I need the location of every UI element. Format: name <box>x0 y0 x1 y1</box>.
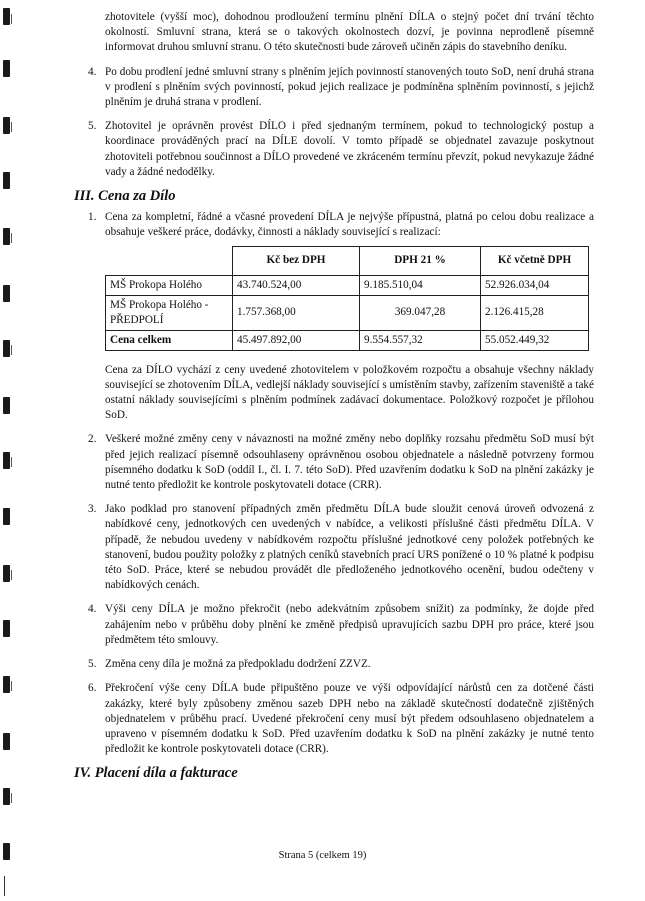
table-header-row <box>106 246 589 275</box>
cell-price-without-vat: 1.757.368,00 <box>233 295 360 330</box>
cell-price-with-vat: 52.926.034,04 <box>481 275 589 295</box>
price-note-paragraph: Cena za DÍLO vychází z ceny uvedené zhotovitelem v položkovém rozpočtu a obsahuje všechny náklady související se zhotovením DÍLA, vedlejší náklady související s umístěním stavby, zařízením staveniště a také ostatní náklady souvisejícími s plněním podmínek zadávací dokumentace. Položkový rozpočet je přílohou SoD. <box>105 363 594 422</box>
list-item <box>74 432 594 493</box>
column-header: DPH 21 % <box>360 246 481 275</box>
cell-vat: 369.047,28 <box>360 295 481 330</box>
item-text: Veškeré možné změny ceny v návaznosti na možné změny nebo doplňky rozsahu předmětu SoD musí být před jejich realizací písemně odsouhlaseny oprávněnou osobou objednatele a následně potvrzeny formou písemného dodatku k SoD (oddíl I., čl. I. 7. této SoD). Před uzavřením dodatku k SoD na plnění zakázky je nutné tento předložit ke kontrole poskytovateli dotace (CRR). <box>105 433 594 492</box>
item-number: 2. <box>88 433 97 446</box>
cell-price-with-vat: 2.126.415,28 <box>481 295 589 330</box>
list-item <box>74 65 594 111</box>
row-label: MŠ Prokopa Holého <box>106 275 233 295</box>
page-footer: Strana 5 (celkem 19) <box>278 850 367 861</box>
item-number: 1. <box>88 211 97 224</box>
list-item <box>74 681 594 757</box>
cell-price-with-vat: 55.052.449,32 <box>481 331 589 351</box>
item-text: Změna ceny díla je možná za předpokladu dodržení ZZVZ. <box>105 658 371 671</box>
row-label: MŠ Prokopa Holého - PŘEDPOLÍ <box>106 295 233 330</box>
item-text: Cena za kompletní, řádné a včasné provedení DÍLA je nejvýše přípustná, platná po celou dobu realizace a obsahuje veškeré práce, dodávky, činnosti a náklady související s realizací: <box>105 211 594 239</box>
item-number: 3. <box>88 503 97 516</box>
list-item <box>74 119 594 180</box>
item-text: Zhotovitel je oprávněn provést DÍLO i před sjednaným termínem, pokud to technologický postup a koordinace prováděných prací na DÍLE dovolí. V tomto případě se objednatel zavazuje poskytnout zhotoviteli potřebnou součinnost a DÍLO provedené ve zkráceném termínu převzít, pokud nevykazuje žádné vady a žádné nedodělky. <box>105 120 594 178</box>
binding-corner <box>4 876 11 896</box>
section-heading-price: III. Cena za Dílo <box>74 188 176 205</box>
column-header: Kč včetně DPH <box>481 246 589 275</box>
item-number: 4. <box>88 603 97 616</box>
table-row <box>106 275 589 295</box>
item-text: Výši ceny DÍLA je možno překročit (nebo adekvátním způsobem snížit) za podmínky, že dojde před zahájením nebo v průběhu doby plnění ke změně předpisů upravujících sazbu DPH pro práce, které jsou předmětem této smlouvy. <box>105 603 594 646</box>
cell-vat: 9.554.557,32 <box>360 331 481 351</box>
cell-vat: 9.185.510,04 <box>360 275 481 295</box>
item-number: 5. <box>88 120 97 133</box>
list-item <box>74 210 594 240</box>
cell-price-without-vat: 43.740.524,00 <box>233 275 360 295</box>
item-number: 6. <box>88 682 97 695</box>
list-item <box>74 502 594 593</box>
column-header: Kč bez DPH <box>233 246 360 275</box>
item-text: Po dobu prodlení jedné smluvní strany s plněním jejích povinností stanovených touto SoD, není druhá strana v prodlení s plněním svých povinností, pokud jejich realizace je podmíněna splněním povinností, s jejichž plněním je druhá strana v prodlení. <box>105 65 594 109</box>
list-item <box>74 657 594 672</box>
item-number: 4. <box>88 65 97 78</box>
cell-price-without-vat: 45.497.892,00 <box>233 331 360 351</box>
document-body <box>74 10 594 788</box>
item-text: Překročení výše ceny DÍLA bude připuštěno pouze ve výši odpovídající nárůstů cen za dotčené části zakázky, které byly způsobeny změnou sazeb DPH nebo na základě skutečností dodatečně zjištěných objednatelem v průběhu prací. Uvedené překročení ceny musí být předem odsouhlaseno objednatelem a upraveno v písemném dodatku k SoD. Před uzavřením dodatku k SoD na plnění zakázky je nutné tento předložit ke kontrole poskytovateli dotace (CRR). <box>105 682 594 756</box>
table-row <box>106 331 589 351</box>
table-row <box>106 295 589 330</box>
row-label: Cena celkem <box>106 331 233 351</box>
section-heading-payment: IV. Placení díla a fakturace <box>74 765 238 782</box>
intro-paragraph: zhotovitele (vyšší moc), dohodnou prodloužení termínu plnění DÍLA o stejný počet dní trvání těchto okolností. Smluvní strana, která se o takových okolnostech dozví, je povinna neprodleně písemně informovat druhou smluvní stranu. O této skutečnosti bude zároveň učiněn zápis do stavebního deníku. <box>105 11 594 54</box>
price-table <box>105 246 589 352</box>
list-item <box>74 602 594 648</box>
item-number: 5. <box>88 658 97 671</box>
spiral-binding-marks <box>0 0 14 901</box>
table-corner <box>106 246 233 275</box>
item-text: Jako podklad pro stanovení případných změn předmětu DÍLA bude sloužit cenová úroveň odvozená z nabídkové ceny, jednotkových cen uvedených v nabídce, a velikosti příslušné části předmětu DÍLA. V případě, že nebudou uvedeny v nabídkovém rozpočtu příslušné jednotkové ceny položek potřebných ke stanovení, budou použity položky z platných ceníků stavebních prací URS ponížené o 10 % platné k podpisu této SoD. Práce, které se nebudou provádět dle předloženého jednotkového ocenění, budou odečteny v nabídkových cenách. <box>105 503 594 592</box>
